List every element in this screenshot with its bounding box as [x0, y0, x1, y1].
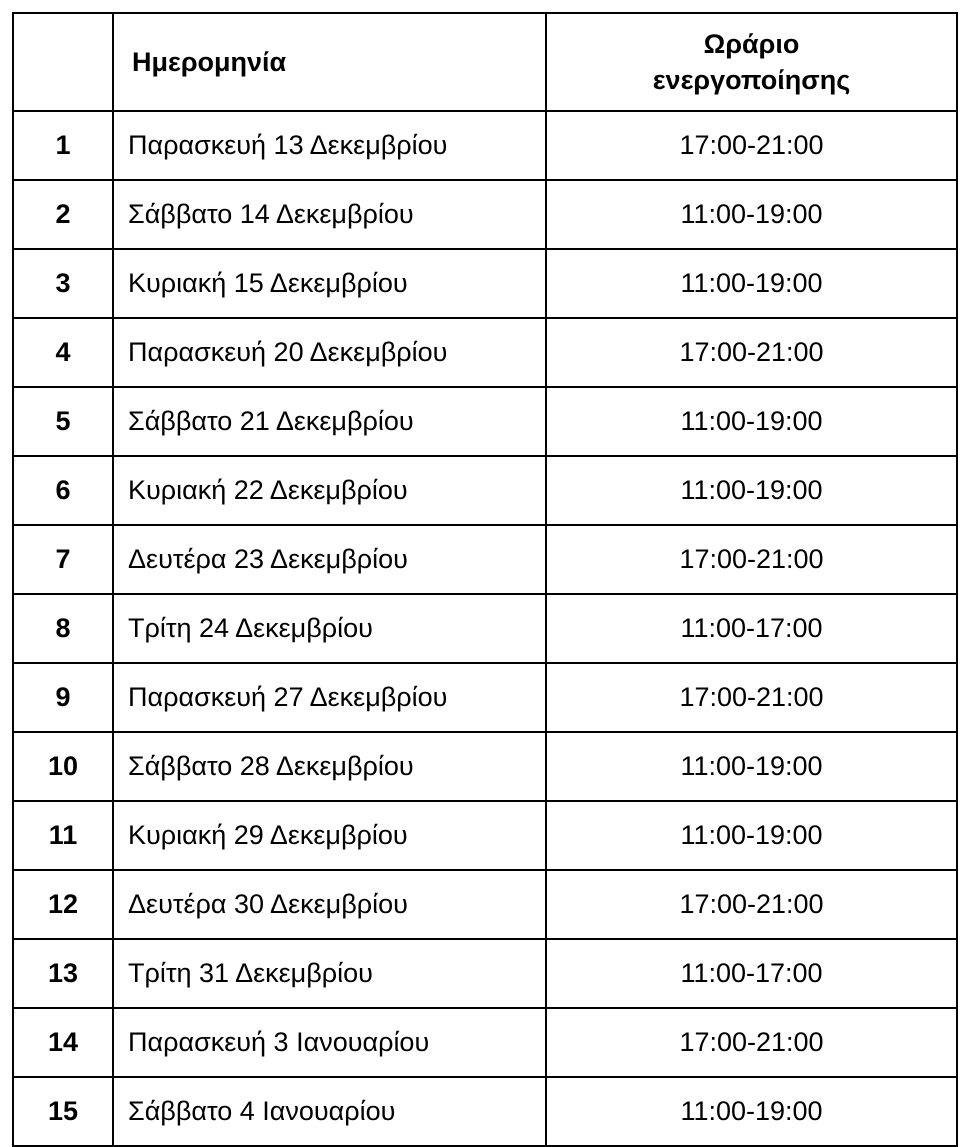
row-date: Δευτέρα 30 Δεκεμβρίου: [113, 870, 546, 939]
row-number: 11: [13, 801, 113, 870]
row-time: 11:00-19:00: [546, 249, 957, 318]
row-date: Παρασκευή 27 Δεκεμβρίου: [113, 663, 546, 732]
row-number: 2: [13, 180, 113, 249]
row-date: Σάββατο 14 Δεκεμβρίου: [113, 180, 546, 249]
row-number: 5: [13, 387, 113, 456]
row-time: 17:00-21:00: [546, 318, 957, 387]
table-row: [13, 180, 957, 249]
row-time: 11:00-19:00: [546, 180, 957, 249]
table-row: [13, 594, 957, 663]
table-row: [13, 1077, 957, 1146]
row-date: Τρίτη 24 Δεκεμβρίου: [113, 594, 546, 663]
row-time: 11:00-19:00: [546, 801, 957, 870]
row-number: 9: [13, 663, 113, 732]
row-number: 4: [13, 318, 113, 387]
row-date: Παρασκευή 20 Δεκεμβρίου: [113, 318, 546, 387]
row-date: Σάββατο 21 Δεκεμβρίου: [113, 387, 546, 456]
table-row: [13, 525, 957, 594]
row-number: 10: [13, 732, 113, 801]
header-date: Ημερομηνία: [113, 13, 546, 111]
table-row: [13, 1008, 957, 1077]
row-time: 17:00-21:00: [546, 663, 957, 732]
row-date: Σάββατο 28 Δεκεμβρίου: [113, 732, 546, 801]
row-number: 15: [13, 1077, 113, 1146]
table-row: [13, 387, 957, 456]
header-activation-hours-line2: ενεργοποίησης: [652, 65, 851, 95]
row-time: 17:00-21:00: [546, 111, 957, 180]
table-body: [13, 111, 957, 1146]
row-number: 7: [13, 525, 113, 594]
table-row: [13, 318, 957, 387]
row-date: Δευτέρα 23 Δεκεμβρίου: [113, 525, 546, 594]
row-number: 6: [13, 456, 113, 525]
row-date: Παρασκευή 3 Ιανουαρίου: [113, 1008, 546, 1077]
row-number: 1: [13, 111, 113, 180]
row-number: 3: [13, 249, 113, 318]
table-header: [13, 13, 957, 111]
schedule-table: [12, 12, 958, 1147]
row-time: 11:00-19:00: [546, 1077, 957, 1146]
table-row: [13, 939, 957, 1008]
row-date: Τρίτη 31 Δεκεμβρίου: [113, 939, 546, 1008]
row-time: 11:00-17:00: [546, 939, 957, 1008]
row-time: 11:00-19:00: [546, 732, 957, 801]
row-time: 11:00-17:00: [546, 594, 957, 663]
row-time: 17:00-21:00: [546, 1008, 957, 1077]
row-time: 17:00-21:00: [546, 525, 957, 594]
row-date: Σάββατο 4 Ιανουαρίου: [113, 1077, 546, 1146]
table-row: [13, 663, 957, 732]
row-time: 17:00-21:00: [546, 870, 957, 939]
row-date: Κυριακή 22 Δεκεμβρίου: [113, 456, 546, 525]
header-activation-hours-line1: Ωράριο: [703, 29, 800, 59]
row-date: Κυριακή 29 Δεκεμβρίου: [113, 801, 546, 870]
table-row: [13, 111, 957, 180]
row-number: 8: [13, 594, 113, 663]
row-number: 12: [13, 870, 113, 939]
table-row: [13, 249, 957, 318]
row-time: 11:00-19:00: [546, 387, 957, 456]
header-number: [13, 13, 113, 111]
header-activation-hours: [546, 13, 957, 111]
row-number: 13: [13, 939, 113, 1008]
row-number: 14: [13, 1008, 113, 1077]
table-row: [13, 456, 957, 525]
row-date: Παρασκευή 13 Δεκεμβρίου: [113, 111, 546, 180]
table-row: [13, 801, 957, 870]
header-row: [13, 13, 957, 111]
table-row: [13, 870, 957, 939]
row-date: Κυριακή 15 Δεκεμβρίου: [113, 249, 546, 318]
row-time: 11:00-19:00: [546, 456, 957, 525]
table-row: [13, 732, 957, 801]
